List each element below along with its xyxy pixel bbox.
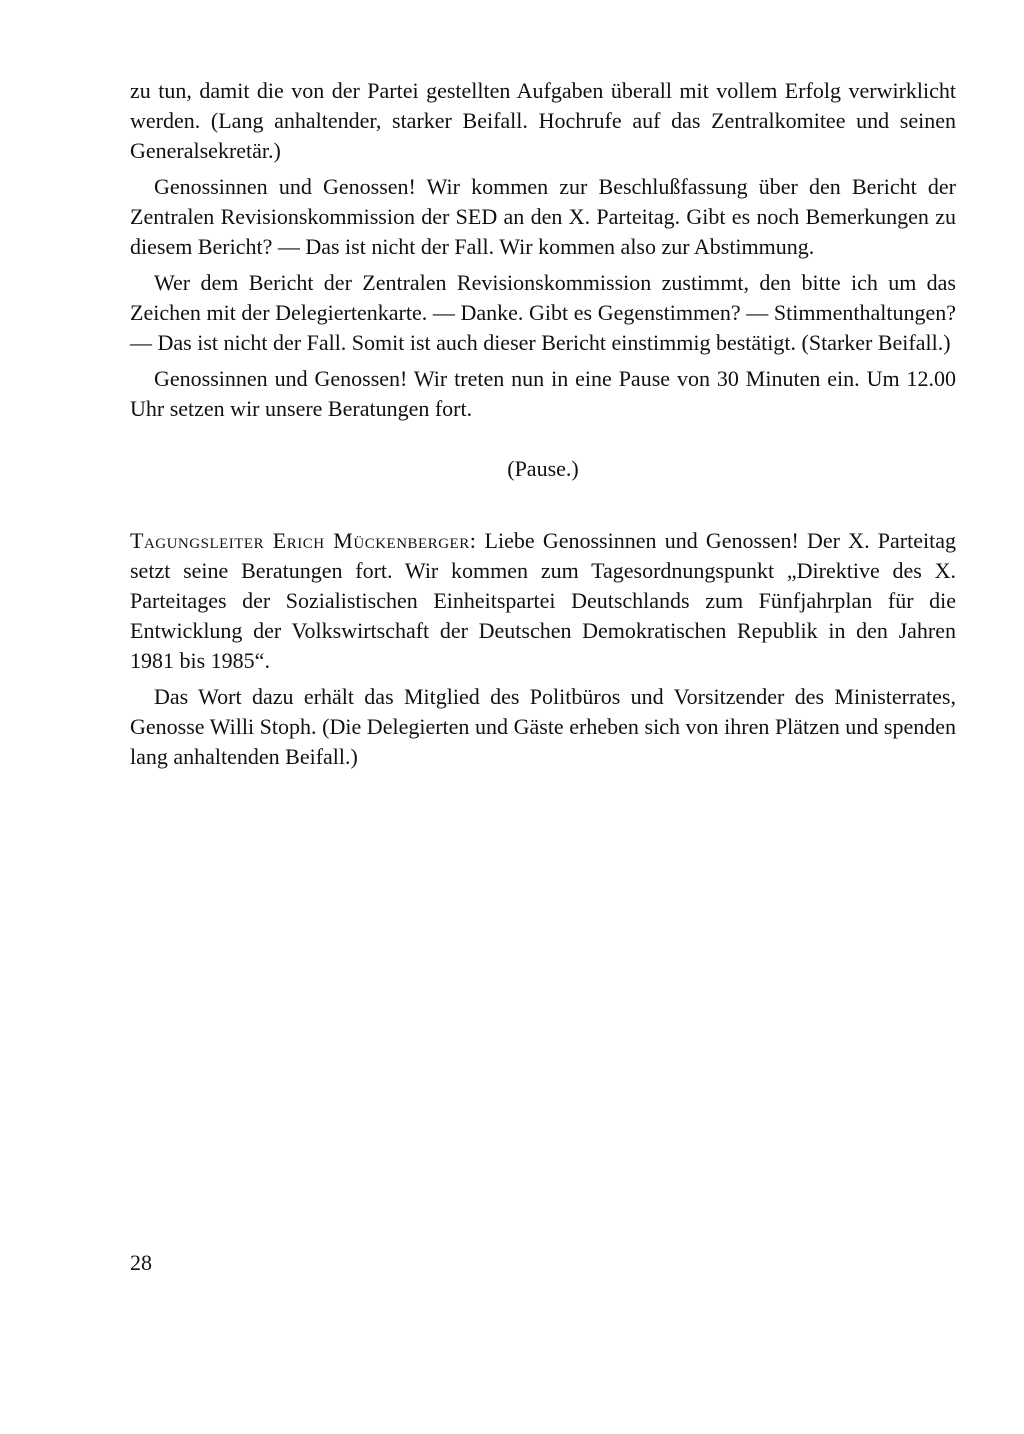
page-number: 28 (130, 1250, 152, 1275)
paragraph-floor-given: Das Wort dazu erhält das Mitglied des Politbüros und Vorsitzender des Ministerrates, Genosse Willi Stoph. (Die Delegierten und Gäste erheben sich von ihren Plätzen und spenden lang anhaltenden Beifall.) (130, 684, 956, 769)
paragraph-speaker-intro (130, 526, 956, 676)
speaker-text: Liebe Genossinnen und Genossen! Der X. Parteitag setzt seine Beratungen fort. Wir kommen zum Tagesordnungspunkt „Direktive des X. Parteitages der Sozialistischen Einheitspartei Deutschlands zum Fünfjahrplan für die Entwicklung der Volkswirtschaft der Deutschen Demokratischen Republik in den Jahren 1981 bis 1985“. (130, 528, 956, 673)
paragraph-break-announcement: Genossinnen und Genossen! Wir treten nun in eine Pause von 30 Minuten ein. Um 12.00 Uhr setzen wir unsere Beratungen fort. (130, 366, 956, 421)
paragraph-continuation: zu tun, damit die von der Partei gestellten Aufgaben überall mit vollem Erfolg verwirklicht werden. (Lang anhaltender, starker Beifall. Hochrufe auf das Zentralkomitee und seinen Generalsekretär.) (130, 78, 956, 163)
pause-note: (Pause.) (507, 456, 579, 481)
paragraph-vote: Wer dem Bericht der Zentralen Revisionskommission zustimmt, den bitte ich um das Zeichen mit der Delegiertenkarte. — Danke. Gibt es Gegenstimmen? — Stimmenthaltungen? — Das ist nicht der Fall. Somit ist auch dieser Bericht einstimmig bestätigt. (Starker Beifall.) (130, 270, 956, 355)
body-text (130, 76, 956, 778)
paragraph-resolution: Genossinnen und Genossen! Wir kommen zur Beschlußfassung über den Bericht der Zentralen Revisionskommission der SED an den X. Parteitag. Gibt es noch Bemerkungen zu diesem Bericht? — Das ist nicht der Fall. Wir kommen also zur Abstimmung. (130, 174, 956, 259)
speaker-name: Tagungsleiter Erich Mückenberger: (130, 528, 477, 553)
